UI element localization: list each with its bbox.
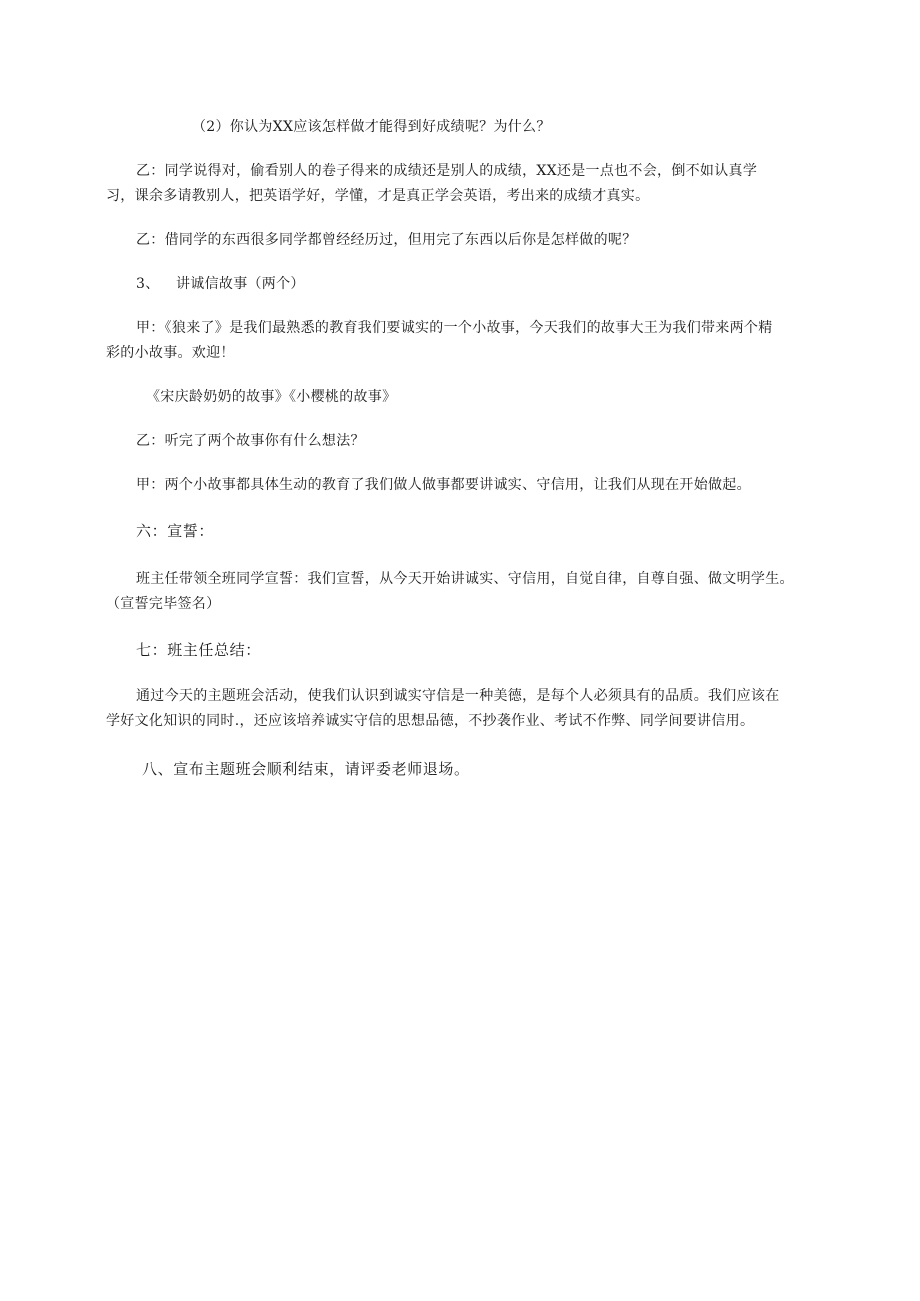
- section-3-title: 讲诚信故事（两个）: [176, 276, 305, 292]
- jia-intro-line-2: 彩的小故事。欢迎！: [106, 345, 235, 361]
- jia-intro-line-1: 甲：《狼来了》是我们最熟悉的教育我们要诚实的一个小故事，今天我们的故事大王为我们带来两个精: [136, 320, 773, 336]
- story-titles: 《宋庆龄奶奶的故事》《小樱桃的故事》: [146, 389, 397, 405]
- section-3-number: 3、: [136, 276, 160, 292]
- oath-line-2: （宣誓完毕签名）: [106, 596, 221, 612]
- summary-line-1: 通过今天的主题班会活动，使我们认识到诚实守信是一种美德，是每个人必须具有的品质。我们应该在: [136, 688, 780, 704]
- section-7-title: 七：班主任总结：: [136, 641, 261, 659]
- yi-borrow-question: 乙：借同学的东西很多同学都曾经经历过，但用完了东西以后你是怎样做的呢？: [136, 232, 637, 248]
- section-8: 八、宣布主题班会顺利结束，请评委老师退场。: [142, 760, 470, 778]
- question-2: （2）你认为XX应该怎样做才能得到好成绩呢？为什么？: [192, 119, 551, 135]
- jia-answer: 甲：两个小故事都具体生动的教育了我们做人做事都要讲诚实、守信用，让我们从现在开始做起。: [136, 477, 751, 493]
- oath-line-1: 班主任带领全班同学宣誓：我们宣誓，从今天开始讲诚实、守信用，自觉自律，自尊自强、做文明学生。: [136, 571, 794, 587]
- yi-answer-line-1: 乙：同学说得对，偷看别人的卷子得来的成绩还是别人的成绩，XX还是一点也不会，倒不如认真学: [136, 163, 758, 179]
- section-6-title: 六：宣誓：: [136, 522, 215, 540]
- yi-answer-line-2: 习，课余多请教别人，把英语学好，学懂，才是真正学会英语，考出来的成绩才真实。: [106, 188, 650, 204]
- summary-line-2: 学好文化知识的同时.，还应该培养诚实守信的思想品德，不抄袭作业、考试不作弊、同学间要讲信用。: [106, 713, 755, 729]
- yi-question: 乙：听完了两个故事你有什么想法？: [136, 433, 365, 449]
